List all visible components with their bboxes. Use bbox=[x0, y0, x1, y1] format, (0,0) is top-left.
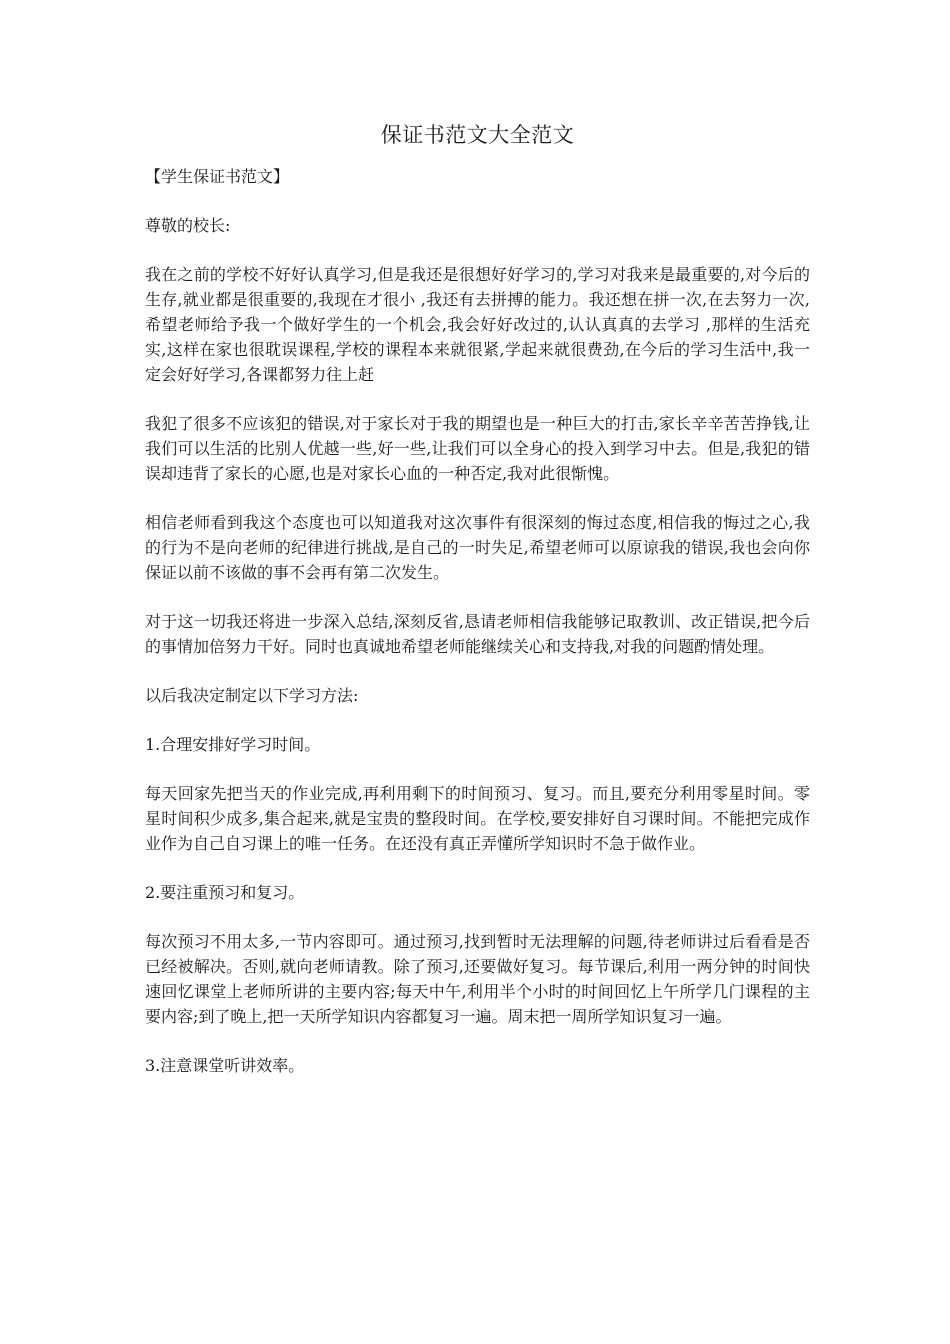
list-item-1-body: 每天回家先把当天的作业完成,再利用剩下的时间预习、复习。而且,要充分利用零星时间。零星时间积少成多,集合起来,就是宝贵的整段时间。在学校,要安排好自习课时间。不能把完成作业作为自己自习课上的唯一任务。在还没有真正弄懂所学知识时不急于做作业。 bbox=[145, 784, 810, 853]
document-page bbox=[145, 120, 810, 1102]
salutation: 尊敬的校长: bbox=[145, 216, 231, 235]
paragraph-2: 我犯了很多不应该犯的错误,对于家长对于我的期望也是一种巨大的打击,家长辛辛苦苦挣钱,让我们可以生活的比别人优越一些,好一些,让我们可以全身心的投入到学习中去。但是,我犯的错误却违背了家长的心愿,也是对家长心血的一种否定,我对此很惭愧。 bbox=[145, 414, 810, 483]
document-title: 保证书范文大全范文 bbox=[380, 123, 575, 147]
paragraph-1: 我在之前的学校不好好认真学习,但是我还是很想好好学习的,学习对我来是最重要的,对今后的生存,就业都是很重要的,我现在才很小 ,我还有去拼搏的能力。我还想在拼一次,在去努力一次,希望老师给予我一个做好学生的一个机会,我会好好改过的,认认真真的去学习 ,那样的生活充实,这样在家也很耽误课程,学校的课程本来就很紧,学起来就很费劲,在今后的学习生活中,我一定会好好学习,各课都努力往上赶 bbox=[145, 265, 810, 384]
paragraph-4: 对于这一切我还将进一步深入总结,深刻反省,恳请老师相信我能够记取教训、改正错误,把今后的事情加倍努力干好。同时也真诚地希望老师能继续关心和支持我,对我的问题酌情处理。 bbox=[145, 612, 810, 656]
list-item-3-heading: 3.注意课堂听讲效率。 bbox=[145, 1056, 305, 1075]
paragraph-3: 相信老师看到我这个态度也可以知道我对这次事件有很深刻的悔过态度,相信我的悔过之心,我的行为不是向老师的纪律进行挑战,是自己的一时失足,希望老师可以原谅我的错误,我也会向你保证以前不该做的事不会再有第二次发生。 bbox=[145, 513, 810, 582]
list-item-2-heading: 2.要注重预习和复习。 bbox=[145, 883, 305, 902]
list-item-2-body: 每次预习不用太多,一节内容即可。通过预习,找到暂时无法理解的问题,待老师讲过后看看是否已经被解决。否则,就向老师请教。除了预习,还要做好复习。每节课后,利用一两分钟的时间快速回忆课堂上老师所讲的主要内容;每天中午,利用半个小时的时间回忆上午所学几门课程的主要内容;到了晚上,把一天所学知识内容都复习一遍。周末把一周所学知识复习一遍。 bbox=[145, 932, 810, 1026]
list-item-1-heading: 1.合理安排好学习时间。 bbox=[145, 735, 321, 754]
section-heading: 【学生保证书范文】 bbox=[145, 167, 290, 186]
paragraph-5: 以后我决定制定以下学习方法: bbox=[145, 686, 359, 705]
